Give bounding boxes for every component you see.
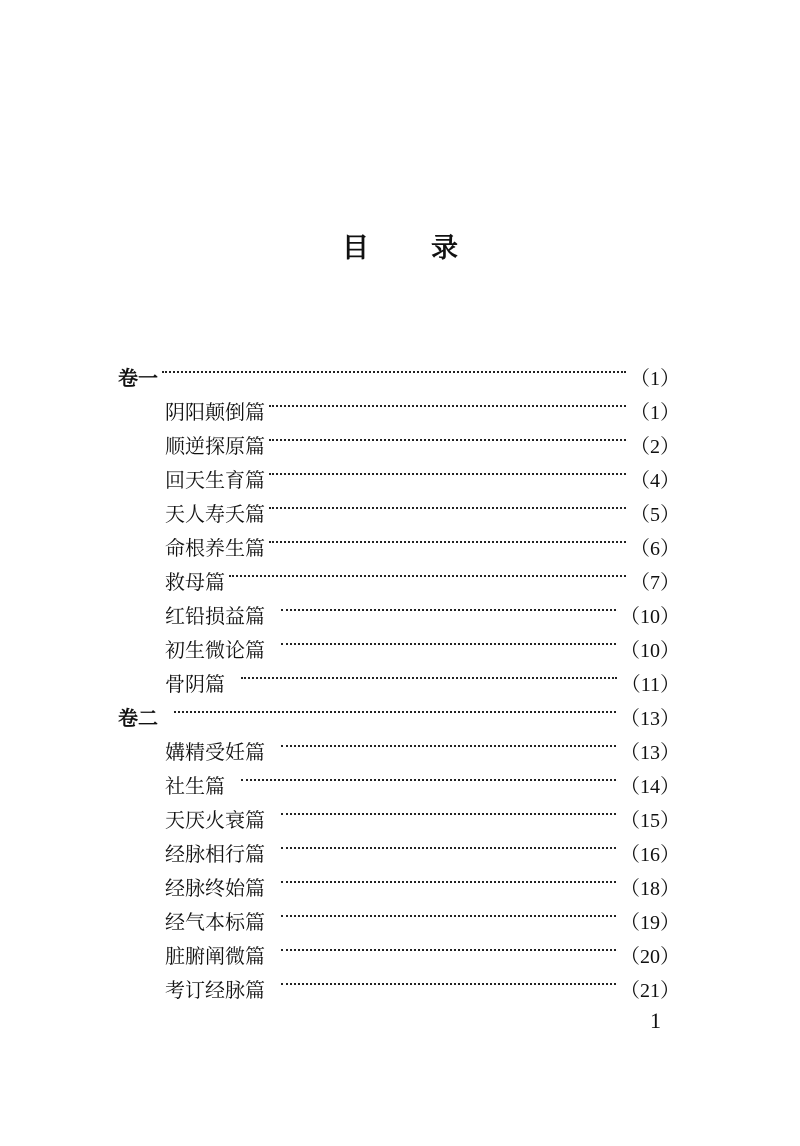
toc-entry-page: （21）	[620, 980, 680, 1002]
dot-leader	[281, 929, 616, 963]
toc-entry-page: （6）	[630, 538, 680, 560]
dot-leader	[269, 385, 626, 419]
toc-entry-page: （1）	[630, 368, 680, 390]
dot-leader	[162, 351, 626, 385]
toc-entry-label: 初生微论篇	[165, 638, 265, 662]
toc-entry[interactable]	[165, 759, 680, 798]
toc-entry[interactable]	[165, 861, 680, 900]
toc-entry-page: （1）	[630, 402, 680, 424]
toc-entry[interactable]	[165, 793, 680, 832]
toc-entry-label: 回天生育篇	[165, 468, 265, 492]
toc-entry[interactable]	[165, 555, 680, 594]
toc-entry[interactable]	[165, 725, 680, 764]
toc-entry-page: （5）	[630, 504, 680, 526]
toc-entry-page: （16）	[620, 844, 680, 866]
toc-entry-page: （18）	[620, 878, 680, 900]
dot-leader	[269, 487, 626, 521]
toc-entry-label: 经脉相行篇	[165, 842, 265, 866]
toc-entry[interactable]	[165, 623, 680, 662]
toc-entry-page: （10）	[620, 606, 680, 628]
toc-entry-label: 考订经脉篇	[165, 978, 265, 1002]
dot-leader	[269, 453, 626, 487]
toc-entry[interactable]	[165, 589, 680, 628]
dot-leader	[281, 589, 616, 623]
toc-entry-volume[interactable]	[118, 691, 680, 730]
toc-entry-label: 卷二	[118, 706, 158, 730]
dot-leader	[229, 555, 626, 589]
dot-leader	[281, 827, 616, 861]
toc-entry[interactable]	[165, 487, 680, 526]
toc-entry[interactable]	[165, 929, 680, 968]
dot-leader	[281, 793, 616, 827]
toc-entry-label: 经脉终始篇	[165, 876, 265, 900]
toc-entry-label: 天人寿夭篇	[165, 502, 265, 526]
dot-leader	[281, 895, 616, 929]
toc-entry-label: 脏腑阐微篇	[165, 944, 265, 968]
dot-leader	[281, 623, 616, 657]
dot-leader	[281, 861, 616, 895]
toc-entry-label: 媾精受妊篇	[165, 740, 265, 764]
toc-entry-label: 社生篇	[165, 774, 225, 798]
toc-entry-page: （10）	[620, 640, 680, 662]
toc-entry[interactable]	[165, 827, 680, 866]
toc-entry-label: 命根养生篇	[165, 536, 265, 560]
toc-entry[interactable]	[165, 521, 680, 560]
toc-entry-page: （19）	[620, 912, 680, 934]
toc-entry-label: 骨阴篇	[165, 672, 225, 696]
dot-leader	[281, 963, 616, 997]
toc-entry-label: 天厌火衰篇	[165, 808, 265, 832]
toc-entry[interactable]	[165, 657, 680, 696]
toc-entry-page: （15）	[620, 810, 680, 832]
toc-entry-page: （13）	[620, 742, 680, 764]
page-title	[0, 226, 800, 265]
toc-entry-page: （20）	[620, 946, 680, 968]
toc-entry-label: 阴阳颠倒篇	[165, 400, 265, 424]
dot-leader	[281, 725, 616, 759]
dot-leader	[241, 657, 617, 691]
dot-leader	[269, 521, 626, 555]
toc-entry-page: （13）	[620, 708, 680, 730]
toc-entry-label: 卷一	[118, 366, 158, 390]
toc-entry-volume[interactable]	[118, 351, 680, 390]
toc-entry-page: （2）	[630, 436, 680, 458]
dot-leader	[241, 759, 616, 793]
toc-entry-label: 经气本标篇	[165, 910, 265, 934]
dot-leader	[174, 691, 616, 725]
toc-entry-page: （11）	[620, 674, 680, 696]
toc-entry[interactable]	[165, 385, 680, 424]
toc-entry-label: 顺逆探原篇	[165, 434, 265, 458]
toc-entry[interactable]	[165, 963, 680, 1002]
dot-leader	[269, 419, 626, 453]
toc-entry-label: 救母篇	[165, 570, 225, 594]
toc-entry-page: （7）	[630, 572, 680, 594]
title-char-1: 目	[342, 233, 369, 264]
title-char-2: 录	[431, 233, 458, 264]
toc-entry-page: （14）	[620, 776, 680, 798]
page-number: 1	[650, 1008, 661, 1033]
toc-entry[interactable]	[165, 895, 680, 934]
toc-entry[interactable]	[165, 419, 680, 458]
toc-entry[interactable]	[165, 453, 680, 492]
toc-entry-page: （4）	[630, 470, 680, 492]
toc-entry-label: 红铅损益篇	[165, 604, 265, 628]
